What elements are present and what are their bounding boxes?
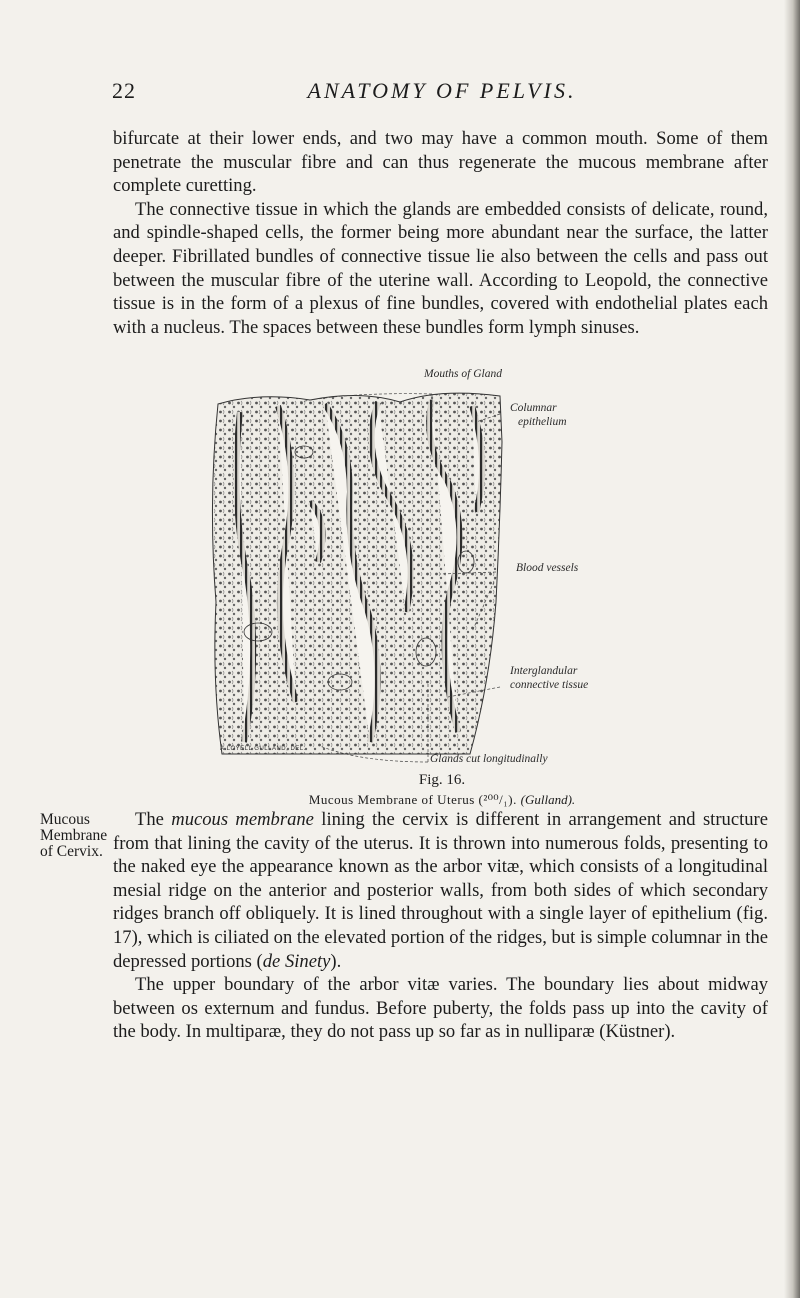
figure-caption [112, 772, 772, 808]
figure-histology [200, 368, 640, 767]
label-glands-cut: Glands cut longitudinally [430, 753, 548, 765]
label-columnar: Columnar [510, 402, 557, 414]
page-edge-shadow [784, 0, 800, 1298]
figure-credit: (Gulland). [520, 792, 576, 807]
label-connective-tissue: connective tissue [510, 679, 589, 691]
body-text-bottom [113, 808, 768, 1044]
figure-number: Fig. 16. [418, 772, 466, 788]
margin-note: Mucous Membrane of Cervix. [40, 811, 108, 860]
figure-subcaption: Mucous Membrane of Uterus (²⁰⁰/₁). (Gulland). [308, 792, 576, 807]
paragraph: The upper boundary of the arbor vitæ varies. The boundary lies about midway between os externum and fundus. Before puberty, the folds pass up into the cavity of the body. In multiparæ, they do not pass up so far as in nulliparæ (Küstner). [113, 974, 768, 1043]
paragraph: The connective tissue in which the glands are embedded consists of delicate, round, and spindle-shaped cells, the former being more abundant near the surface, the latter deeper. Fibrillated bundles of connective tissue lie also between the cells and pass out between the muscular fibre of the uterine wall. According to Leopold, the connective tissue is in the form of a plexus of fine bundles, covered with endothelial plates each with a nucleus. The spaces between these bundles form lymph sinuses. [113, 198, 768, 338]
label-mouths-of-gland: Mouths of Gland [424, 368, 502, 380]
paragraph: bifurcate at their lower ends, and two may have a common mouth. Some of them penetrate the muscular fibre and can thus regenerate the mucous membrane after complete curetting. [113, 128, 768, 197]
label-epithelium: epithelium [518, 416, 567, 428]
label-interglandular: Interglandular [510, 665, 578, 677]
running-head: ANATOMY OF PELVIS. [307, 78, 577, 103]
illustrator-signature: A.LOYELL GULLAND, DEL. [220, 746, 306, 752]
page-number: 22 [112, 78, 136, 103]
label-blood-vessels: Blood vessels [516, 562, 579, 574]
gland-illustration [200, 382, 640, 767]
magnification: ²⁰⁰/₁ [483, 792, 509, 807]
page-header [112, 78, 772, 108]
body-text-top [113, 127, 768, 339]
paragraph: The mucous membrane lining the cervix is different in arrangement and structure from that lining the cavity of the uterus. It is thrown into numerous folds, presenting to the naked eye the appearance known as the arbor vitæ, which consists of a longitudinal mesial ridge on the anterior and posterior walls, from both sides of which secondary ridges branch off obliquely. It is lined throughout with a single layer of epithelium (fig. 17), which is ciliated on the elevated portion of the ridges, but is simple columnar in the depressed portions (de Sinety). [113, 809, 768, 972]
